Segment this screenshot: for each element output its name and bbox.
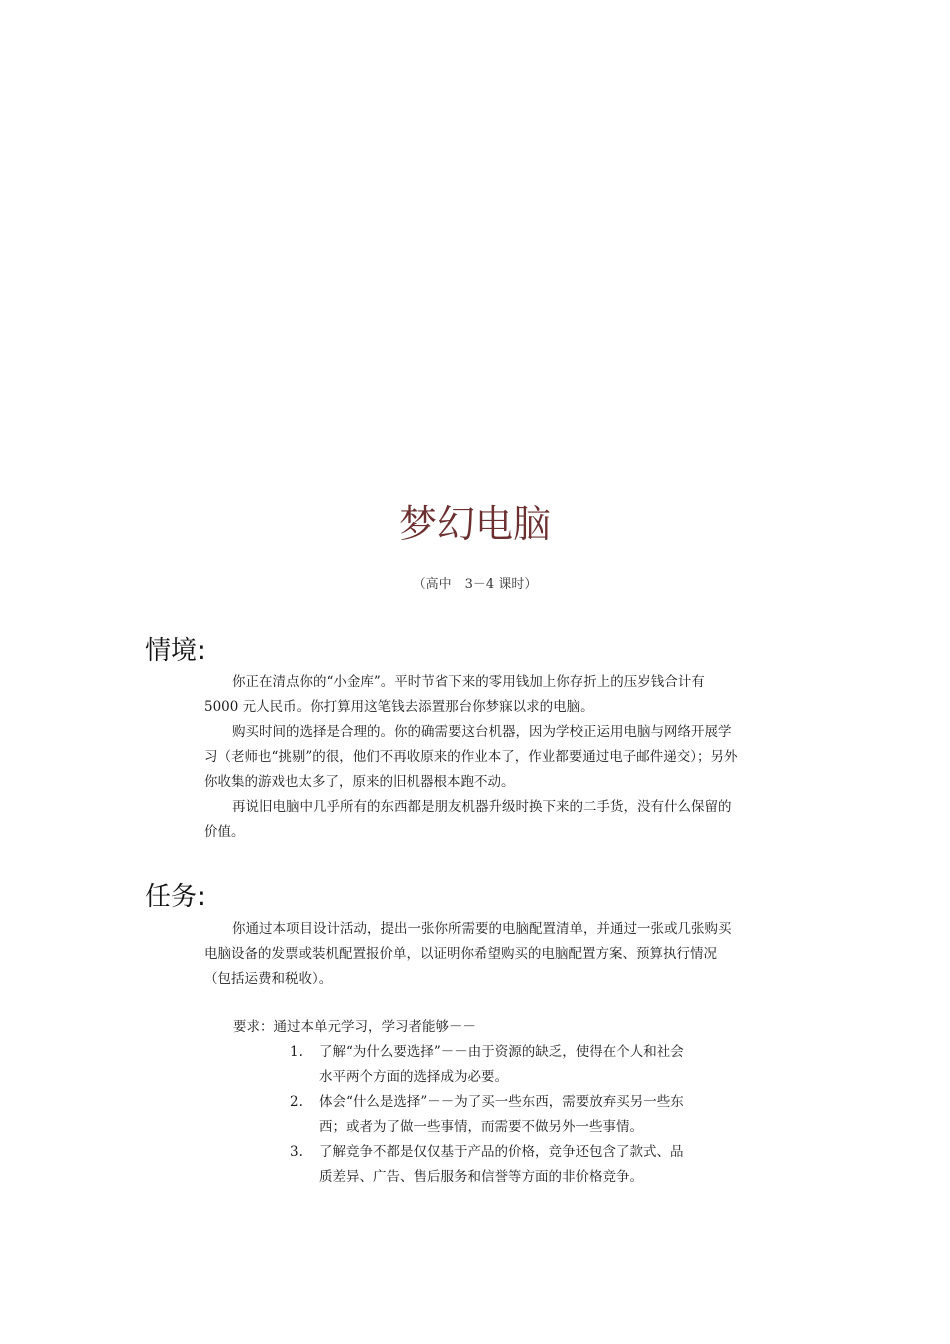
list-item-text: 了解“为什么要选择”－－由于资源的缺乏，使得在个人和社会水平两个方面的选择成为必要。 [319,1044,684,1085]
list-item-number: 3. [290,1144,303,1160]
document-title: 梦幻电脑 [398,502,551,546]
requirements-intro: 要求：通过本单元学习，学习者能够－－ [233,1019,476,1035]
list-item-text: 了解竞争不都是仅仅基于产品的价格，竞争还包含了款式、品质差异、广告、售后服务和信誉等方面的非价格竞争。 [319,1144,684,1185]
section-heading-situation: 情境: [145,636,206,666]
section-heading-task: 任务: [145,882,206,912]
list-item-text: 体会“什么是选择”－－为了买一些东西，需要放弃买另一些东西；或者为了做一些事情，而需要不做另外一些事情。 [319,1094,684,1135]
list-item-number: 2. [290,1094,303,1110]
list-item-number: 1. [290,1044,303,1060]
list-item [290,1140,690,1190]
document-subtitle: （高中 3－4 课时） [412,577,538,592]
situation-paragraph-2: 购买时间的选择是合理的。你的确需要这台机器，因为学校正运用电脑与网络开展学习（老师也“挑剔”的很，他们不再收原来的作业本了，作业都要通过电子邮件递交）；另外你收集的游戏也太多了，原来的旧机器根本跑不动。 [204,724,738,790]
task-paragraph: 你通过本项目设计活动，提出一张你所需要的电脑配置清单，并通过一张或几张购买电脑设备的发票或装机配置报价单，以证明你希望购买的电脑配置方案、预算执行情况（包括运费和税收）。 [204,921,732,987]
requirements-list [290,1040,690,1190]
list-item [290,1090,690,1140]
list-item [290,1040,690,1090]
situation-paragraph-3: 再说旧电脑中几乎所有的东西都是朋友机器升级时换下来的二手货，没有什么保留的价值。 [204,799,732,840]
situation-paragraph-1: 你正在清点你的“小金库”。平时节省下来的零用钱加上你存折上的压岁钱合计有 5000 元人民币。你打算用这笔钱去添置那台你梦寐以求的电脑。 [204,674,705,715]
